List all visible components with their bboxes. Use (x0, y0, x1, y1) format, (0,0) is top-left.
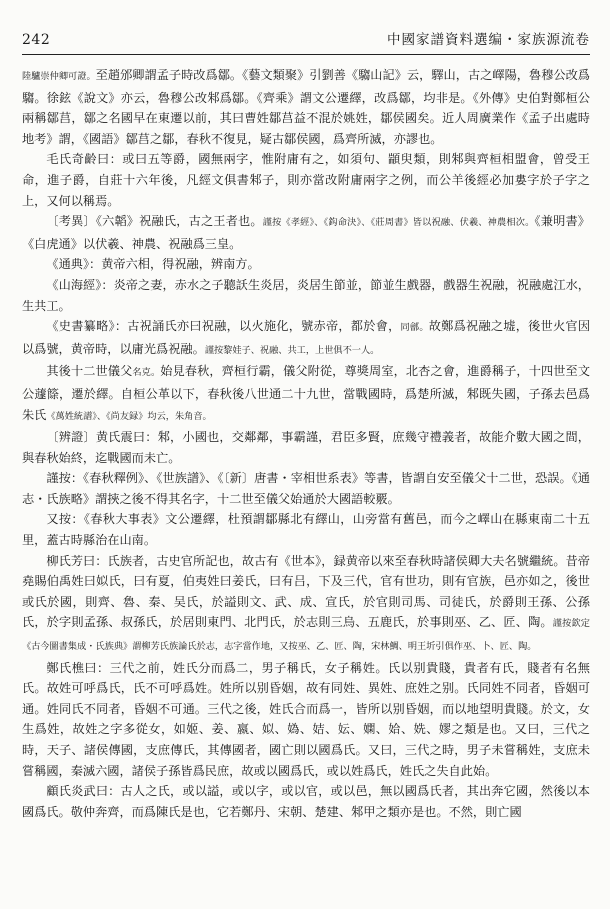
text-run: 謹按：《春秋釋例》、《世族譜》、《〔新〕唐書・宰相世系表》等書，皆謂自安至儀父十二世，恐誤。《通志・氏族略》謂挾之後不得其名字，十二世至儀父始通於大國語較覈。 (22, 471, 590, 506)
paragraph (22, 658, 590, 782)
text-run: 《兼明書》《白虎通》以伏羲、神農、祝融爲三皇。 (22, 214, 590, 251)
text-run: 又按：《春秋大事表》文公遷繹，杜預謂鄒縣北有繹山，山旁當有舊邑，而今之嶧山在縣東南二十五里，蓋古時縣治在山南。 (22, 512, 590, 548)
body-text (22, 65, 590, 822)
annotation-note: 同鄶。 (400, 322, 429, 334)
paragraph (22, 254, 590, 275)
text-run: 其後十二世儀父 (46, 364, 133, 379)
text-run: 柳氏芳曰：氏族者，古史官所記也，故古有《世本》，録黄帝以來至春秋時諸侯卿大夫名號繼統。昔帝堯賜伯禹姓曰姒氏，曰有夏，伯夷姓曰姜氏，曰有吕，下及三代，官有世功，則有官族，邑亦如之，後世或氏於國，則齊、魯、秦、吴氏，於謚則文、武、成、宣氏，於官則司馬、司徒氏，於爵則王孫、公孫氏，於字則孟孫、叔孫氏，於居則東門、北門氏，於志則三烏、五鹿氏，於事則巫、乙、匠、陶。 (22, 553, 590, 630)
text-run: 故鄭爲祝融之墟，後世火官因以爲號，黄帝時，以庸光爲祝融。 (22, 319, 591, 356)
paragraph (22, 361, 590, 427)
paragraph (22, 65, 590, 149)
text-run: 顧氏炎武曰：古人之氏，或以謚，或以字，或以官，或以邑，無以國爲氏者，其出奔它國，然後以本國爲氏。敬仲奔齊，而爲陳氏是也，它若鄭丹、宋朝、楚建、邾甲之類亦是也。不然，則亡國 (22, 784, 590, 819)
running-title: 中國家譜資料選编・家族源流卷 (387, 32, 590, 48)
text-run: 至趙邠卿謂孟子時改爲鄒。《藝文類聚》引劉善《騶山記》云，驛山，古之嶧陽，魯穆公改爲騶。徐鉉《說文》亦云，魯穆公改邾爲鄒。《齊乘》謂文公遷繹，改爲鄒，均非是。《外傳》史伯對鄭桓公兩稱鄒莒，鄒之名國早在東遷以前，其曰曹姓鄒莒益不混於姚姓，鄒侯國矣。近人周廣業作《孟子出處時地考》謂，《國語》鄒莒之鄒，春秋不復見，疑古鄒侯國，爲齊所滅，亦謬也。 (22, 68, 590, 146)
text-run: 《山海經》：炎帝之妻，赤水之子聽訞生炎居，炎居生節並，節並生戲器，戲器生祝融，祝融處江水，生共工。 (22, 277, 590, 313)
page-number: 242 (22, 32, 51, 48)
paragraph (22, 509, 590, 550)
running-header (22, 28, 590, 55)
annotation-note: 陸驢崇仲卿可證。 (22, 71, 96, 82)
annotation-note: 謹按欽定《古今圖書集成・氏族典》謂柳芳氏族論氏於志，志字當作地，又按巫、乙、匠、陶，宋林鯛、明王圻引俱作巫、卜、匠、陶。 (22, 618, 590, 653)
annotation-note: 謹按黎娃子、祝融、共工，上世俱不一人。 (204, 344, 380, 356)
paragraph (22, 468, 590, 509)
annotation-note: 《萬姓統譜》、《尚友録》均云，朱角音。 (46, 410, 212, 422)
text-run: 《史書纂略》：古祝誦氏亦曰祝融，以火施化，號赤帝，都於會， (46, 319, 401, 334)
text-run: 始見春秋，齊桓行霸，儀父附從，尊獎周室，北杏之會，進爵稱子，十四世至文公蘧篨，遷於繹。自桓公革以下，春秋後八世通二十九世，當戰國時，爲楚所滅，邾既失國，子孫去邑爲朱氏 (22, 364, 591, 422)
text-run: 鄭氏樵曰：三代之前，姓氏分而爲二，男子稱氏，女子稱姓。氏以别貴賤，貴者有氏，賤者有名無氏。故姓可呼爲氏，氏不可呼爲姓。姓所以别昏姻，故有同姓、異姓、庶姓之别。氏同姓不同者，昏姻可通。姓同氏不同者，昏姻不可通。三代之後，姓氏合而爲一，皆所以别昏姻，而以地望明貴賤。於文，女生爲姓，故姓之字多從女，如姬、姜、嬴、姒、媯、姞、妘、嫻、姶、姺、嫪之類是也。又曰，三代之時，天子、諸侯傳國，支庶傳氏，其傳國者，國亡則以國爲氏。又曰，三代之時，男子未嘗稱姓，支庶未嘗稱國，秦滅六國，諸侯子孫皆爲民庶，故或以國爲氏，或以姓爲氏，姓氏之失自此始。 (22, 660, 590, 778)
annotation-note: 名克。 (132, 367, 161, 379)
annotation-note: 謹按《孝經》、《鈎命決》、《莊周書》皆以祝融、伏羲、神農相次。 (262, 217, 535, 229)
text-run: 《通典》：黄帝六相，得祝融，辨南方。 (46, 257, 260, 272)
paragraph (22, 427, 590, 468)
text-run: 〔辨證〕黄氏震曰：邾，小國也，交鄰鄰，事霸謹，君臣多賢，庶幾守禮義者，故能介數大國之間，與春秋始終，迄戰國而未亡。 (22, 430, 590, 465)
paragraph (22, 316, 590, 361)
paragraph (22, 275, 590, 316)
paragraph (22, 211, 590, 254)
text-run: 〔考異〕《六韜》祝融氏，古之王者也。 (46, 214, 263, 229)
paragraph (22, 781, 590, 822)
paragraph (22, 149, 590, 211)
paragraph (22, 551, 590, 658)
text-run: 毛氏奇齡曰：或曰五等爵，國無兩字，惟附庸有之，如須句、顓臾類，則邾與齊桓相盟會，曾受王命，進子爵，自莊十六年後，凡經文俱書邾子，則亦當改附庸兩字之例，而公羊後經必加婁字於子字之上，又何以稱焉。 (22, 152, 590, 208)
